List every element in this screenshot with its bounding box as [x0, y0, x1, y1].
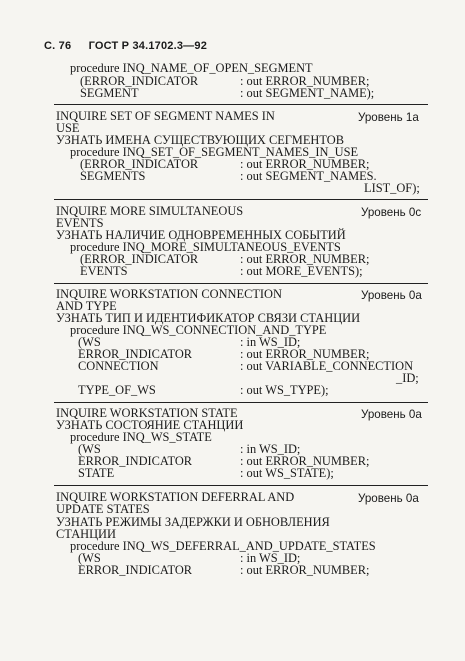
param-type: : out SEGMENT_NAMES.	[240, 169, 377, 183]
level-label: Уровень 0а	[358, 492, 419, 505]
procedure-signature: procedure INQ_WS_STATE	[70, 430, 212, 444]
param-name: EVENTS	[80, 264, 128, 278]
param-name: SEGMENTS	[80, 169, 146, 183]
param-type: : out WS_TYPE);	[240, 383, 329, 397]
russian-title: СТАНЦИИ	[56, 527, 116, 541]
level-label: Уровень 0с	[361, 206, 422, 219]
function-title: INQUIRE SET OF SEGMENT NAMES IN	[56, 109, 275, 123]
param-name: (ERROR_INDICATOR	[80, 74, 199, 88]
param-name: (WS	[78, 442, 101, 456]
section-divider	[54, 485, 428, 486]
param-name: (WS	[78, 551, 101, 565]
function-title: USE	[56, 121, 80, 135]
section-divider	[54, 402, 428, 403]
param-name: (WS	[78, 335, 101, 349]
param-type: : out SEGMENT_NAME);	[240, 86, 375, 100]
param-type: : out WS_STATE);	[240, 466, 334, 480]
function-title: EVENTS	[56, 216, 104, 230]
russian-title: УЗНАТЬ РЕЖИМЫ ЗАДЕРЖКИ И ОБНОВЛЕНИЯ	[56, 515, 330, 529]
param-name: CONNECTION	[78, 359, 159, 373]
function-title: INQUIRE WORKSTATION CONNECTION	[56, 287, 282, 301]
level-label: Уровень 0а	[361, 408, 422, 421]
level-label: Уровень 1а	[358, 111, 419, 124]
russian-title: УЗНАТЬ СОСТОЯНИЕ СТАНЦИИ	[56, 418, 244, 432]
function-title: INQUIRE WORKSTATION STATE	[56, 406, 238, 420]
param-type: : in WS_ID;	[240, 335, 301, 349]
param-type: : out MORE_EVENTS);	[240, 264, 363, 278]
param-name: (ERROR_INDICATOR	[80, 157, 199, 171]
procedure-signature: procedure INQ_SET_OF_SEGMENT_NAMES_IN_USE	[70, 145, 359, 159]
standard-code: ГОСТ Р 34.1702.3—92	[88, 40, 208, 52]
russian-title: УЗНАТЬ ТИП И ИДЕНТИФИКАТОР СВЯЗИ СТАНЦИИ	[56, 311, 361, 325]
procedure-signature: procedure INQ_MORE_SIMULTANEOUS_EVENTS	[70, 240, 341, 254]
param-type: : out VARIABLE_CONNECTION	[240, 359, 414, 373]
section-divider	[54, 104, 428, 105]
function-title: INQUIRE WORKSTATION DEFERRAL AND	[56, 490, 295, 504]
param-type: : in WS_ID;	[240, 551, 301, 565]
param-name: STATE	[78, 466, 115, 480]
page-header	[44, 40, 221, 52]
param-name: ERROR_INDICATOR	[78, 563, 193, 577]
section-divider	[54, 283, 428, 284]
function-title: UPDATE STATES	[56, 502, 150, 516]
param-type-continued: LIST_OF);	[364, 181, 420, 195]
procedure-signature: procedure INQ_NAME_OF_OPEN_SEGMENT	[70, 61, 313, 75]
procedure-signature: procedure INQ_WS_CONNECTION_AND_TYPE	[70, 323, 327, 337]
param-name: ERROR_INDICATOR	[78, 347, 193, 361]
page-number: С. 76	[44, 40, 72, 52]
procedure-signature: procedure INQ_WS_DEFERRAL_AND_UPDATE_STATES	[70, 539, 376, 553]
param-type: : out ERROR_NUMBER;	[240, 252, 370, 266]
param-type-continued: _ID;	[396, 371, 419, 385]
level-label: Уровень 0а	[361, 289, 422, 302]
param-name: SEGMENT	[80, 86, 139, 100]
param-type: : out ERROR_NUMBER;	[240, 454, 370, 468]
param-type: : out ERROR_NUMBER;	[240, 347, 370, 361]
section-divider	[54, 199, 428, 200]
param-type: : in WS_ID;	[240, 442, 301, 456]
param-type: : out ERROR_NUMBER;	[240, 157, 370, 171]
param-type: : out ERROR_NUMBER;	[240, 74, 370, 88]
russian-title: УЗНАТЬ НАЛИЧИЕ ОДНОВРЕМЕННЫХ СОБЫТИЙ	[56, 228, 346, 242]
function-title: INQUIRE MORE SIMULTANEOUS	[56, 204, 244, 218]
function-title: AND TYPE	[56, 299, 117, 313]
russian-title: УЗНАТЬ ИМЕНА СУЩЕСТВУЮЩИХ СЕГМЕНТОВ	[56, 133, 344, 147]
param-name: TYPE_OF_WS	[78, 383, 156, 397]
param-type: : out ERROR_NUMBER;	[240, 563, 370, 577]
param-name: ERROR_INDICATOR	[78, 454, 193, 468]
param-name: (ERROR_INDICATOR	[80, 252, 199, 266]
